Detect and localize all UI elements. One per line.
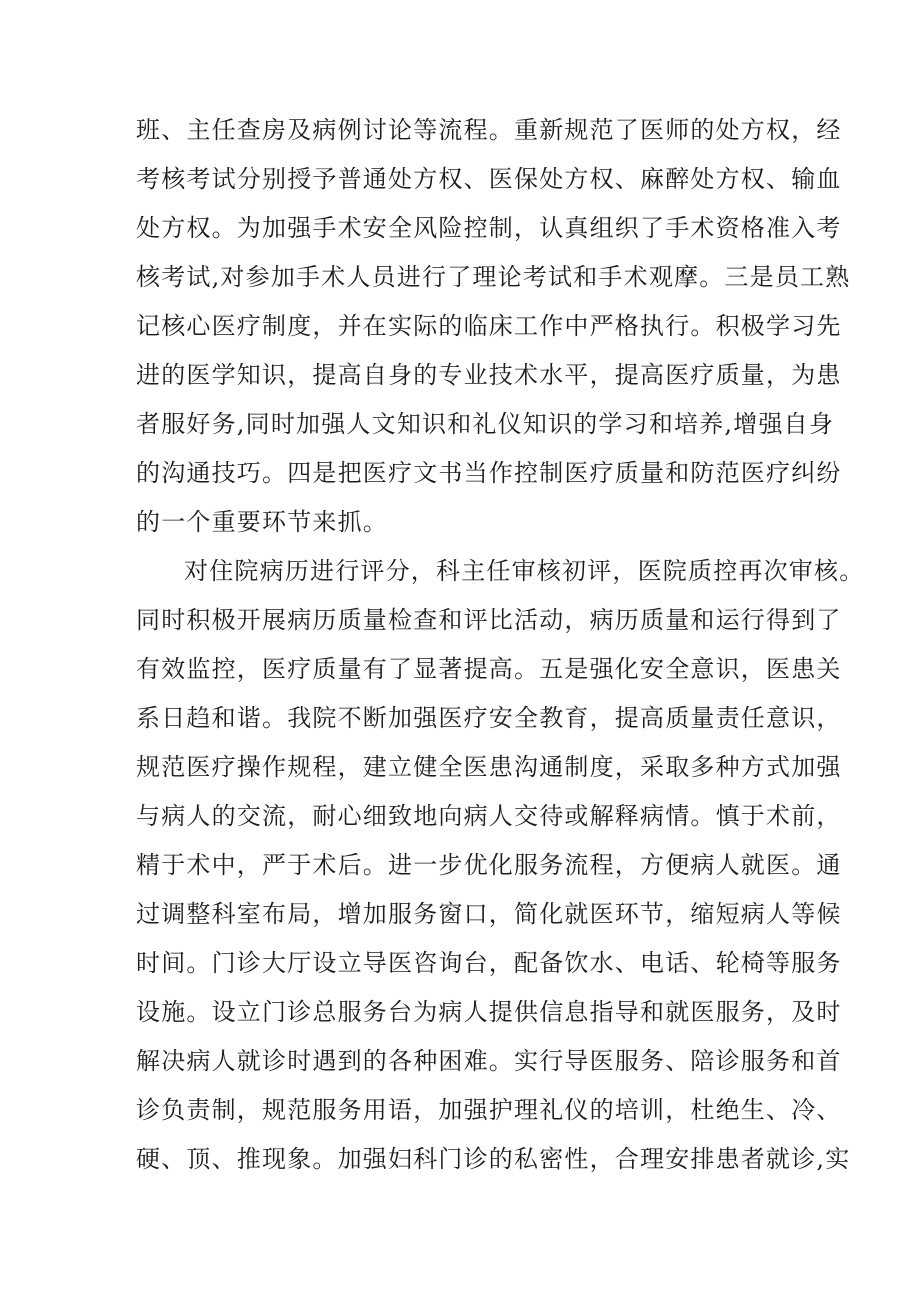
text-line: 时间。门诊大厅设立导医咨询台，配备饮水、电话、轮椅等服务 [136, 949, 842, 977]
text-line: 诊负责制，规范服务用语，加强护理礼仪的培训，杜绝生、冷、 [136, 1096, 842, 1124]
text-line: 核考试,对参加手术人员进行了理论考试和手术观摩。三是员工熟 [136, 263, 851, 291]
text-line: 记核心医疗制度，并在实际的临床工作中严格执行。积极学习先 [136, 312, 842, 340]
text-line: 设施。设立门诊总服务台为病人提供信息指导和就医服务，及时 [136, 998, 842, 1026]
text-line: 硬、顶、推现象。加强妇科门诊的私密性，合理安排患者就诊,实 [136, 1145, 851, 1173]
text-line: 系日趋和谐。我院不断加强医疗安全教育，提高质量责任意识， [136, 704, 842, 732]
text-line: 与病人的交流，耐心细致地向病人交待或解释病情。慎于术前， [136, 802, 842, 830]
text-line: 规范医疗操作规程，建立健全医患沟通制度，采取多种方式加强 [136, 753, 842, 781]
text-line: 进的医学知识，提高自身的专业技术水平，提高医疗质量，为患 [136, 361, 842, 389]
text-line: 有效监控，医疗质量有了显著提高。五是强化安全意识，医患关 [136, 655, 842, 683]
text-line: 班、主任查房及病例讨论等流程。重新规范了医师的处方权，经 [136, 116, 842, 144]
text-line: 考核考试分别授予普通处方权、医保处方权、麻醉处方权、输血 [136, 165, 842, 193]
text-line: 的沟通技巧。四是把医疗文书当作控制医疗质量和防范医疗纠纷 [136, 459, 842, 487]
text-line: 者服好务,同时加强人文知识和礼仪知识的学习和培养,增强自身 [136, 410, 835, 438]
paragraph-first-line: 对住院病历进行评分，科主任审核初评，医院质控再次审核。 [184, 557, 865, 585]
text-line: 过调整科室布局，增加服务窗口，简化就医环节，缩短病人等候 [136, 900, 842, 928]
text-line: 精于术中，严于术后。进一步优化服务流程，方便病人就医。通 [136, 851, 842, 879]
text-line: 的一个重要环节来抓。 [136, 508, 388, 536]
text-line: 解决病人就诊时遇到的各种困难。实行导医服务、陪诊服务和首 [136, 1047, 842, 1075]
text-line: 处方权。为加强手术安全风险控制，认真组织了手术资格准入考 [136, 214, 842, 242]
text-line: 同时积极开展病历质量检查和评比活动，病历质量和运行得到了 [136, 606, 842, 634]
